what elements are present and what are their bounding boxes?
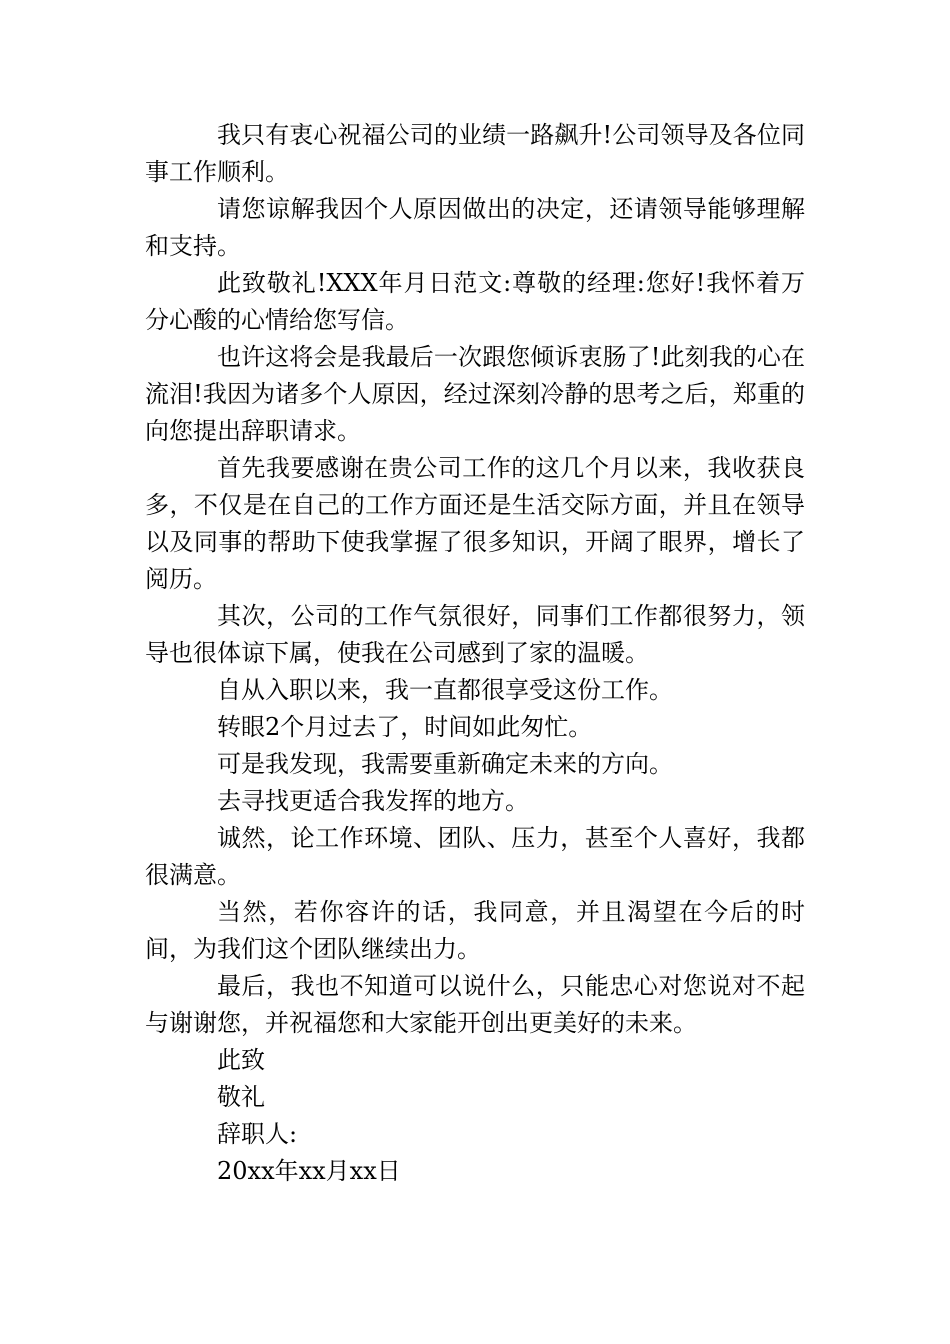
paragraph: 诚然，论工作环境、团队、压力，甚至个人喜好，我都很满意。 (145, 824, 805, 889)
closing-line-2: 敬礼 (217, 1083, 265, 1111)
paragraph: 我只有衷心祝福公司的业绩一路飙升!公司领导及各位同事工作顺利。 (145, 121, 805, 186)
signer-label: 辞职人: (217, 1120, 298, 1148)
letter-body (145, 117, 805, 1190)
paragraph: 首先我要感谢在贵公司工作的这几个月以来，我收获良多，不仅是在自己的工作方面还是生活交际方面，并且在领导以及同事的帮助下使我掌握了很多知识，开阔了眼界，增长了阅历。 (145, 454, 805, 593)
paragraph: 去寻找更适合我发挥的地方。 (217, 787, 529, 815)
paragraph: 最后，我也不知道可以说什么，只能忠心对您说对不起与谢谢您，并祝福您和大家能开创出更美好的未来。 (145, 972, 805, 1037)
closing-line-1: 此致 (217, 1046, 265, 1074)
letter-date: 20xx年xx月xx日 (217, 1157, 401, 1185)
paragraph: 转眼2个月过去了，时间如此匆忙。 (217, 713, 593, 741)
paragraph: 自从入职以来，我一直都很享受这份工作。 (217, 676, 673, 704)
paragraph: 此致敬礼!XXX年月日范文:尊敬的经理:您好!我怀着万分心酸的心情给您写信。 (145, 269, 805, 334)
paragraph: 其次，公司的工作气氛很好，同事们工作都很努力，领导也很体谅下属，使我在公司感到了家的温暖。 (145, 602, 805, 667)
paragraph: 当然，若你容许的话，我同意，并且渴望在今后的时间，为我们这个团队继续出力。 (145, 898, 805, 963)
paragraph: 也许这将会是我最后一次跟您倾诉衷肠了!此刻我的心在流泪!我因为诸多个人原因，经过深刻冷静的思考之后，郑重的向您提出辞职请求。 (145, 343, 805, 445)
paragraph: 请您谅解我因个人原因做出的决定，还请领导能够理解和支持。 (145, 195, 805, 260)
paragraph: 可是我发现，我需要重新确定未来的方向。 (217, 750, 673, 778)
